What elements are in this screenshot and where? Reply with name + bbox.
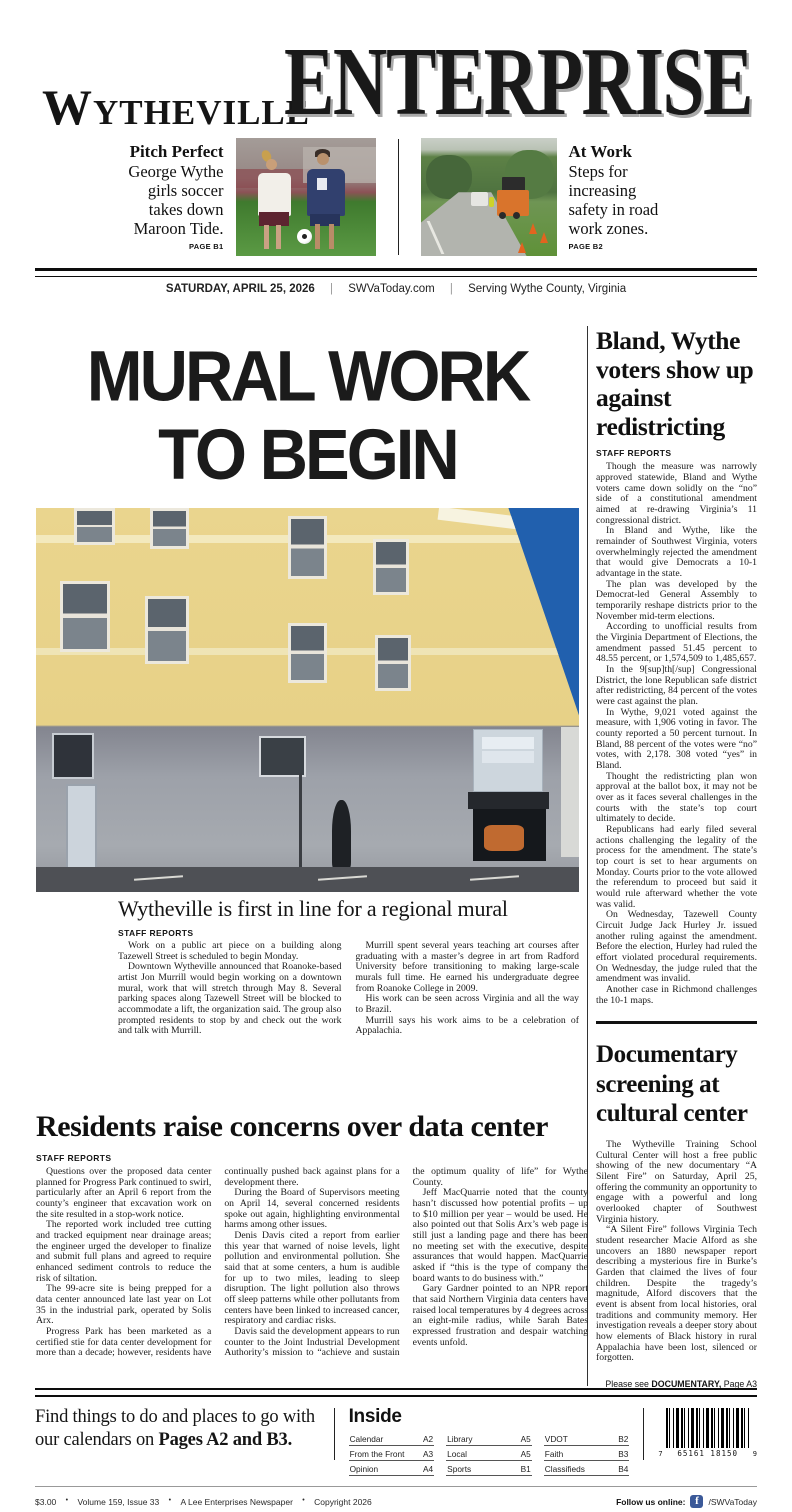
paragraph: Though the measure was narrowly approved statewide, Bland and Wythe voters came down solidly on the “no” side of a constitutional amendment aimed at re-drawing Virginia’s 11 congressional district. [596, 461, 757, 526]
social-handle: /SWVaToday [708, 1496, 757, 1507]
paragraph: “A Silent Fire” follows Virginia Tech student researcher Macie Alford as she uncovers an 1880 newspaper report describing a mysterious fire in Burke’s Garden that claimed the lives of four children. Despite the tragedy’s magnitude, Alford discovers that the event is absent from local histories, oral traditions and community memory. Her investigation reveals a deeper story about how elements of Black history in rural Appalachia have been lost, silenced or forgotten. [596, 1224, 757, 1364]
window [74, 508, 115, 545]
paragraph: Work on a public art piece on a building along Tazewell Street is scheduled to begin Monday. [118, 940, 342, 962]
window [150, 508, 189, 549]
index-entry: From the Front A3 [349, 1446, 435, 1461]
right-rail [596, 327, 757, 1389]
promo-soccer-summary: George Wythe girls soccer takes down Maroon Tide. [128, 161, 224, 239]
footer-social [616, 1495, 757, 1508]
masthead-title: ENTERPRISE [284, 28, 752, 135]
paragraph: His work can be seen across Virginia and all the way to Brazil. [355, 993, 579, 1016]
inside-index [349, 1406, 630, 1476]
paragraph: During the Board of Supervisors meeting on April 14, several concerned residents spoke out again, highlighting environmental harms among other issues. [224, 1187, 400, 1231]
building-facade [36, 508, 579, 892]
wall-window [259, 736, 306, 776]
pedestrian-silhouette [332, 800, 352, 869]
strip-divider [643, 1408, 644, 1460]
mural-subhead: Wytheville is first in line for a regional mural [118, 896, 508, 921]
soccer-ball [297, 229, 312, 244]
lower-window [52, 733, 94, 779]
paragraph: The Wytheville Training School Cultural Center will host a free public showing of the new documentary “A Silent Fire” on Saturday, April 25, offering the community an opportunity to engage with a powerful and long overlooked chapter of Southwest Virginia history. [596, 1138, 757, 1225]
index-entry: Local A5 [446, 1446, 532, 1461]
upc-barcode [658, 1408, 757, 1458]
traffic-cone [529, 223, 537, 234]
paragraph: In the 9[sup]th[/sup] Congressional District, the lone Republican safe district after redistricting, 84 percent of the votes were cast against the plan. [596, 663, 757, 707]
strip-rule [35, 1388, 757, 1397]
mural-building-photo [36, 508, 579, 892]
paragraph: Another case in Richmond challenges the 10-1 maps. [596, 984, 757, 1006]
paragraph: In Wythe, 9,021 voted against the measure, with 1,906 voting in favor. The county reported a 50 percent turnout. In Bland, 88 percent of the votes were “no” votes, with 2,178. 308 voted “yes” in Bland. [596, 706, 757, 771]
window [288, 623, 327, 683]
mural-body [118, 941, 579, 1037]
storefront-awning [468, 792, 549, 809]
dateline [0, 283, 792, 295]
paragraph: On Wednesday, Tazewell County Circuit Judge Jack Hurley Jr. issued another ruling against the amendment. Before the election, Hurley had ruled the effort violated procedural requirements. On Wednesday, the judge ruled that the amendment was invalid. [596, 909, 757, 985]
continuation-line: Please see DOCUMENTARY, Page A3 [605, 1379, 757, 1390]
promo-roadwork-text [569, 138, 677, 252]
promo-divider [398, 139, 399, 255]
masthead-rule [35, 268, 757, 277]
barcode-digits: 65161 18150 [677, 1449, 739, 1458]
index-entry: Calendar A2 [349, 1431, 435, 1446]
data-center-article [36, 1110, 588, 1359]
footer-issue-info: $3.00 • Volume 159, Issue 33 • A Lee Enterprises Newspaper • Copyright 2026 [35, 1496, 372, 1507]
paragraph: Jeff MacQuarrie noted that the county hasn’t discussed how potential profits – up to $10 million per year – would be used. He also pointed out that Solis Arx’s web page is still just a landing page and there has been no meeting set with the executive, despite assurances that would happen. MacQuarrie asked if “this is the type of company the board wants to do business with.” [412, 1187, 588, 1284]
paragraph: Murrill says his work aims to be a celebration of Appalachia. [355, 1014, 579, 1037]
paragraph: Republicans had early filed several actions challenging the legality of the process for the amendment. The state’s top court is set to hear arguments on Monday. Courts prior to the vote allowed the referendum to proceed but said it would rule afterward whether the vote was valid. [596, 824, 757, 910]
calendar-promo: Find things to do and places to go with our calendars on Pages A2 and B3. [35, 1407, 315, 1451]
window [145, 596, 189, 663]
redistricting-headline: Bland, Wythe voters show up against redistricting [596, 326, 754, 441]
redistricting-body [596, 462, 757, 1006]
documentary-body [596, 1140, 757, 1364]
volume: Volume 159, Issue 33 [77, 1496, 160, 1507]
masthead [38, 28, 758, 148]
issue-date: SATURDAY, APRIL 25, 2026 [165, 283, 315, 295]
documentary-headline: Documentary screening at cultural center [596, 1041, 748, 1128]
window [288, 516, 327, 580]
data-center-body [36, 1167, 588, 1359]
road-work-photo [421, 138, 557, 256]
barcode-left-digit: 7 [658, 1450, 663, 1458]
paragraph: Murrill spent several years teaching art courses after graduating with a master’s degree in art from Radford University before transitioning to making large-scale murals full time. He earned his undergraduate degree from Roanoke College in 2009. [355, 940, 579, 994]
paragraph: Questions over the proposed data center planned for Progress Park continued to swirl, particularly after an April 6 report from the county’s engineer that excavation work on the site resulted in a stop-work notice. [36, 1166, 212, 1220]
promo-row [35, 138, 757, 256]
index-entry: Faith B3 [544, 1446, 630, 1461]
price: $3.00 [35, 1496, 57, 1507]
redistricting-byline: STAFF REPORTS [596, 448, 672, 459]
separator: | [330, 283, 333, 295]
window [375, 635, 411, 691]
girls-soccer-photo [236, 138, 376, 256]
index-entry: Opinion A4 [349, 1461, 435, 1476]
follow-label: Follow us online: [616, 1496, 686, 1507]
promo-soccer-page: PAGE B1 [189, 242, 224, 252]
paragraph: The reported work included tree cutting and tracked equipment near drainage areas; the engineer urged the developer to finalize and submit full plans and agreed to require enhanced sediment controls to reduce the risk of siltation. [36, 1219, 212, 1284]
work-truck [471, 192, 489, 206]
data-center-headline: Residents raise concerns over data center [36, 1110, 549, 1143]
side-door [66, 784, 97, 872]
paragraph: Gary Gardner pointed to an NPR report that said Northern Virginia data centers have raised local temperatures by 4 degrees across an eight-mile radius, while Sarah Bates expressed frustration and despair watching events unfold. [412, 1283, 588, 1348]
paragraph: Thought the redistricting plan won approval at the ballot box, it may not be over as it faces several challenges in the courts with the state’s top court ultimately to decide. [596, 770, 757, 825]
traffic-cone [540, 232, 548, 243]
publisher: A Lee Enterprises Newspaper [180, 1496, 293, 1507]
data-center-byline: STAFF REPORTS [36, 1153, 112, 1163]
promo-soccer-text [116, 138, 224, 252]
paragraph: The plan was developed by the Democrat-led General Assembly to temporarily reshape districts prior to the November mid-term elections. [596, 578, 757, 622]
paragraph: Denis Davis cited a report from earlier this year that warned of noise levels, light pollution and environmental pollution. She said that at some centers, a hum is audible for up to two miles, leading to sleep disruption. The light pollution also throws off sleep patterns while other pollutants from centers have been linked to increased cancer, respiratory and cardiac risks. [224, 1230, 400, 1327]
street [36, 867, 579, 892]
inside-title: Inside [348, 1406, 402, 1427]
index-entry: Classifieds B4 [544, 1461, 630, 1476]
index-entry: VDOT B2 [544, 1431, 630, 1446]
footer [35, 1495, 757, 1508]
window [373, 539, 409, 595]
paragraph: The 99-acre site is being prepped for a data center announced late last year on Lot 35 in the industrial park, operated by Solis Arx. [36, 1283, 212, 1327]
soccer-player-navy [307, 169, 345, 216]
index-entry: Library A5 [446, 1431, 532, 1446]
paragraph: Progress Park has been marketed as a certified stie for data center development for more than a decade; however, residents have continually pushed back against plans for a development there. [36, 1166, 400, 1359]
masthead-city: Wytheville [42, 79, 311, 135]
lead-headline [35, 338, 580, 495]
message-board [502, 177, 525, 191]
traffic-cone [518, 242, 526, 253]
promo-roadwork-page: PAGE B2 [568, 242, 603, 252]
website: SWVaToday.com [348, 283, 435, 295]
barcode-bars [666, 1408, 750, 1448]
footer-rule [35, 1486, 757, 1487]
bottom-strip [35, 1388, 757, 1508]
window [60, 581, 109, 652]
paragraph: Downtown Wytheville announced that Roanoke-based artist Jon Murrill would begin working on a downtown mural, work that will stretch through May 8. Several parking spaces along Tazewell Street will be blocked to accommodate a lift, the organization said. The group also prompted residents to stop by and check out the work and talk with Murrill. [118, 961, 342, 1037]
index-entry: Sports B1 [446, 1461, 532, 1476]
facebook-icon: f [690, 1495, 703, 1508]
mural-byline: STAFF REPORTS [118, 928, 194, 938]
soccer-player-white [258, 173, 292, 215]
storefront-window [473, 809, 546, 861]
rail-article-divider [596, 1021, 757, 1024]
paragraph: Davis said the development appears to run counter to the Joint Industrial Development Authority’s mission to “achieve and sustain the optimum quality of life” for Wythe County. [224, 1166, 588, 1359]
promo-roadwork-summary: Steps for increasing safety in road work zones. [568, 161, 659, 239]
strip-divider [334, 1408, 335, 1460]
paragraph: In Bland and Wythe, like the remainder of Southwest Virginia, voters overwhelmingly rejected the amendment that would give Democrats a 10-1 advantage in the state. [596, 525, 757, 579]
separator: | [449, 283, 453, 295]
copyright: Copyright 2026 [314, 1496, 372, 1507]
promo-roadwork-kicker: At Work [568, 142, 632, 161]
paragraph: According to unofficial results from the Virginia Department of Elections, the amendment passed 51.45 percent to 48.55 percent, or 1,574,509 to 1,485,657. [596, 621, 757, 665]
barcode-right-digit: 9 [752, 1450, 758, 1458]
lead-headline-line1: MURAL WORK [86, 336, 529, 417]
mural-article [118, 896, 579, 1037]
lead-headline-line2: TO BEGIN [158, 415, 457, 495]
storefront-sign [473, 729, 543, 792]
promo-soccer-kicker: Pitch Perfect [129, 142, 224, 161]
worker-hi-vis [489, 197, 494, 207]
tagline: Serving Wythe County, Virginia [468, 283, 627, 295]
